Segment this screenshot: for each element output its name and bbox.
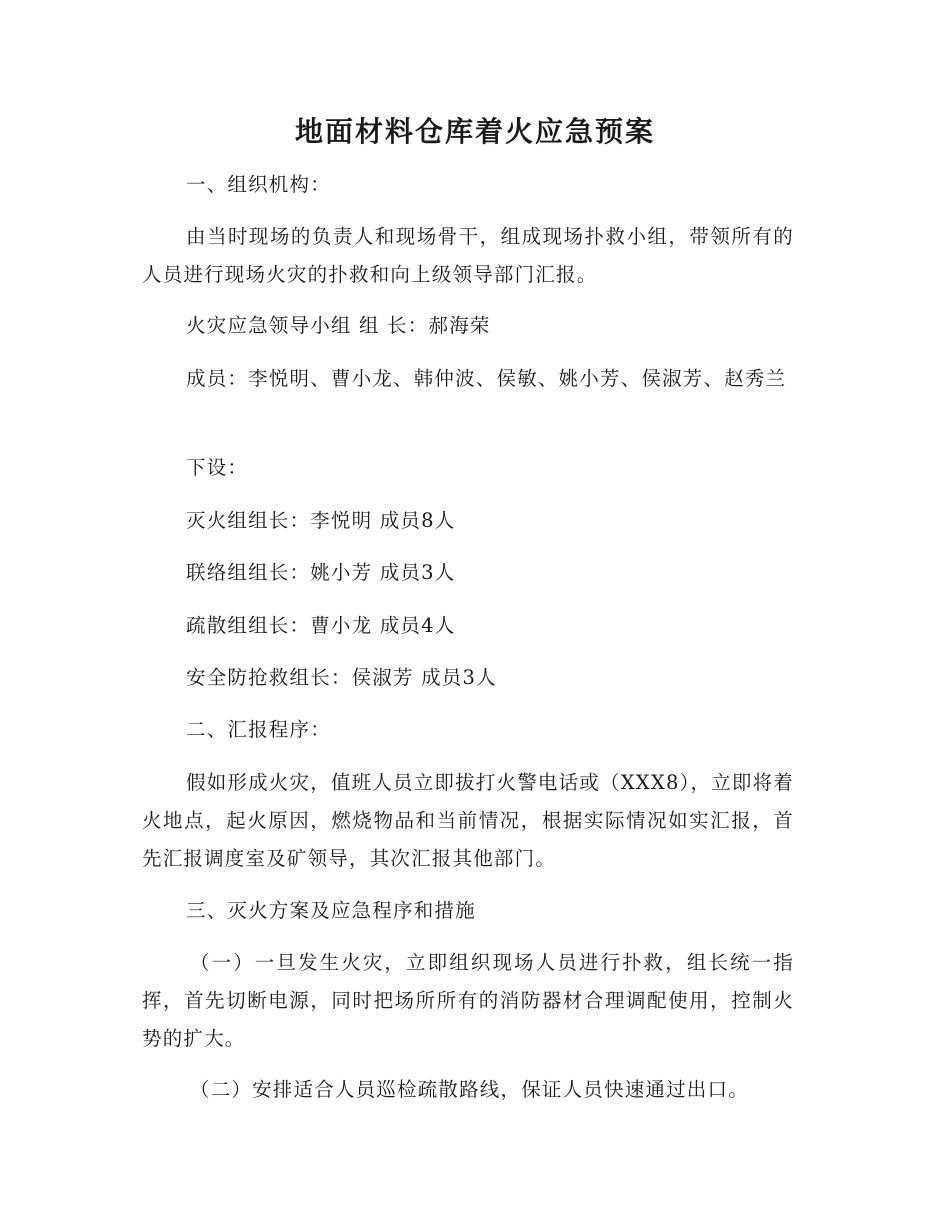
paragraph-liaison-group: 联络组组长：姚小芳 成员3人 [186,561,456,584]
paragraph-firefighting-group: 灭火组组长：李悦明 成员8人 [186,509,456,532]
paragraph-subdivisions: 下设： [186,456,249,479]
document-title: 地面材料仓库着火应急预案 [294,115,655,148]
paragraph-leadership-group: 火灾应急领导小组 组 长：郝海荣 [186,314,491,337]
paragraph-rescue-group: 安全防抢救组长：侯淑芳 成员3人 [186,666,497,689]
paragraph-members: 成员：李悦明、曹小龙、韩仲波、侯敏、姚小芳、侯淑芳、赵秀兰 [186,367,787,390]
paragraph-plan-step-1: （一）一旦发生火灾，立即组织现场人员进行扑救，组长统一指挥，首先切断电源，同时把场所所有的消防器材合理调配使用，控制火势的扩大。 [142,951,794,1050]
paragraph-reporting-body: 假如形成火灾，值班人员立即拔打火警电话或（XXX8），立即将着火地点，起火原因，燃烧物品和当前情况，根据实际情况如实汇报，首先汇报调度室及矿领导，其次汇报其他部门。 [142,771,795,870]
paragraph-organization-body: 由当时现场的负责人和现场骨干，组成现场扑救小组，带领所有的人员进行现场火灾的扑救和向上级领导部门汇报。 [142,225,794,286]
section-heading-plan: 三、灭火方案及应急程序和措施 [186,899,476,922]
paragraph-evacuation-group: 疏散组组长：曹小龙 成员4人 [186,614,456,637]
section-heading-reporting: 二、汇报程序： [186,718,331,741]
section-heading-organization: 一、组织机构： [186,173,331,196]
paragraph-plan-step-2: （二）安排适合人员巡检疏散路线，保证人员快速通过出口。 [190,1078,749,1101]
